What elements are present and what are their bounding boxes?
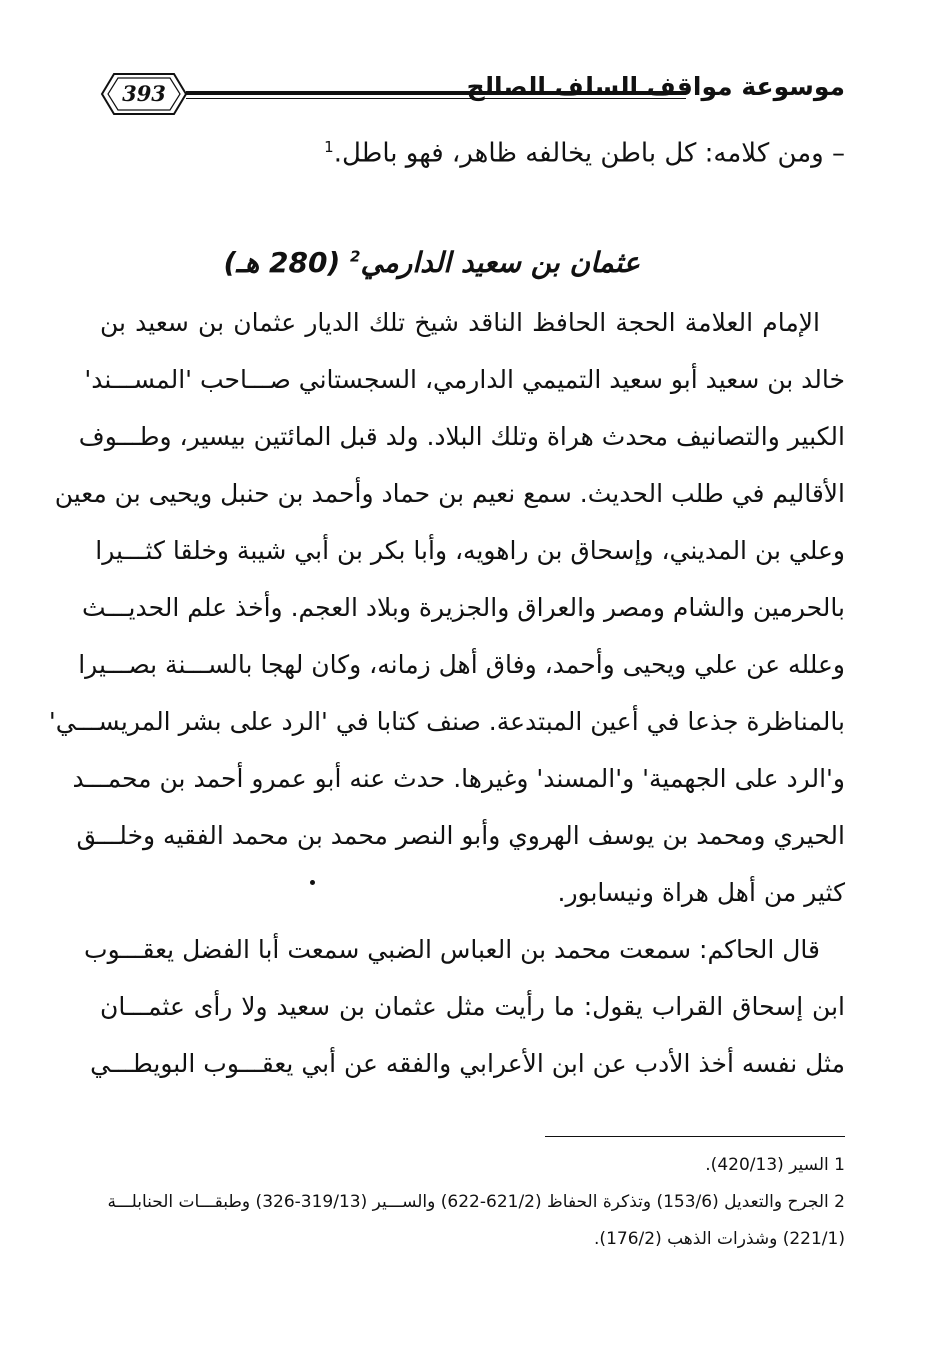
stray-dot — [310, 880, 315, 885]
footnote-text: الجرح والتعديل (153/6) وتذكرة الحفاظ (621/2-622) والســـير (319/13-326) وطبقـــات الحنابلـــة — [107, 1192, 829, 1212]
footnote-text: السير (420/13). — [705, 1155, 829, 1175]
heading-name: عثمان بن سعيد الدارمي — [360, 246, 640, 279]
paragraph-line: الإمام العلامة الحجة الحافظ الناقد شيخ تلك الديار عثمان بن سعيد بن — [100, 308, 820, 337]
intro-quote — [324, 138, 845, 169]
paragraph-line: مثل نفسه أخذ الأدب عن ابن الأعرابي والفقه عن أبي يعقـــوب البويطـــي — [90, 1049, 845, 1078]
intro-quote-text: – ومن كلامه: كل باطن يخالفه ظاهر، فهو باطل. — [333, 138, 845, 169]
paragraph-line: الكبير والتصانيف محدث هراة وتلك البلاد. ولد قبل المائتين بيسير، وطـــوف — [78, 422, 845, 451]
paragraph-line: الأقاليم في طلب الحديث. سمع نعيم بن حماد وأحمد بن حنبل ويحيى بن معين — [54, 479, 845, 508]
page-header — [100, 62, 845, 132]
paragraph-line: ابن إسحاق القراب يقول: ما رأيت مثل عثمان بن سعيد ولا رأى عثمـــان — [100, 992, 845, 1021]
paragraph-line: وعلله عن علي ويحيى وأحمد، وفاق أهل زمانه، وكان لهجا بالســـنة بصـــيرا — [78, 650, 845, 679]
paragraph-line: قال الحاكم: سمعت محمد بن العباس الضبي سمعت أبا الفضل يعقـــوب — [84, 935, 820, 964]
footnote-ref-2: 2 — [350, 247, 361, 266]
book-title: موسوعة مواقف السلف الصالح — [466, 72, 845, 101]
paragraph-line: كثير من أهل هراة ونيسابور. — [557, 878, 845, 907]
footnote-number: 2 — [834, 1192, 845, 1212]
page-number: 393 — [122, 81, 166, 106]
paragraph-line: بالحرمين والشام ومصر والعراق والجزيرة وبلاد العجم. وأخذ علم الحديـــث — [82, 593, 845, 622]
paragraph-line: وعلي بن المديني، وإسحاق بن راهويه، وأبا بكر بن أبي شيبة وخلقا كثـــيرا — [95, 536, 845, 565]
section-heading — [223, 246, 640, 279]
heading-date: (280 هـ) — [223, 246, 341, 279]
paragraph-line: خالد بن سعيد أبو سعيد التميمي الدارمي، السجستاني صـــاحب 'المســـند' — [84, 365, 845, 394]
paragraph-line: الحيري ومحمد بن يوسف الهروي وأبو النصر محمد بن محمد الفقيه وخلـــق — [76, 821, 845, 850]
paragraph-line: بالمناظرة جذعا في أعين المبتدعة. صنف كتابا في 'الرد على بشر المريســـي' — [48, 707, 845, 736]
paragraph-line: و'الرد على الجهمية' و'المسند' وغيرها. حدث عنه أبو عمرو أحمد بن محمـــد — [72, 764, 845, 793]
footnote-2 — [108, 1192, 845, 1212]
page-number-badge — [100, 70, 188, 118]
footnote-2-continued — [594, 1229, 845, 1249]
footnote-divider — [545, 1136, 845, 1137]
footnote-ref-1: 1 — [324, 138, 334, 156]
footnote-text: (221/1) وشذرات الذهب (176/2). — [594, 1229, 845, 1249]
footnote-1 — [705, 1155, 845, 1175]
footnote-number: 1 — [834, 1155, 845, 1175]
